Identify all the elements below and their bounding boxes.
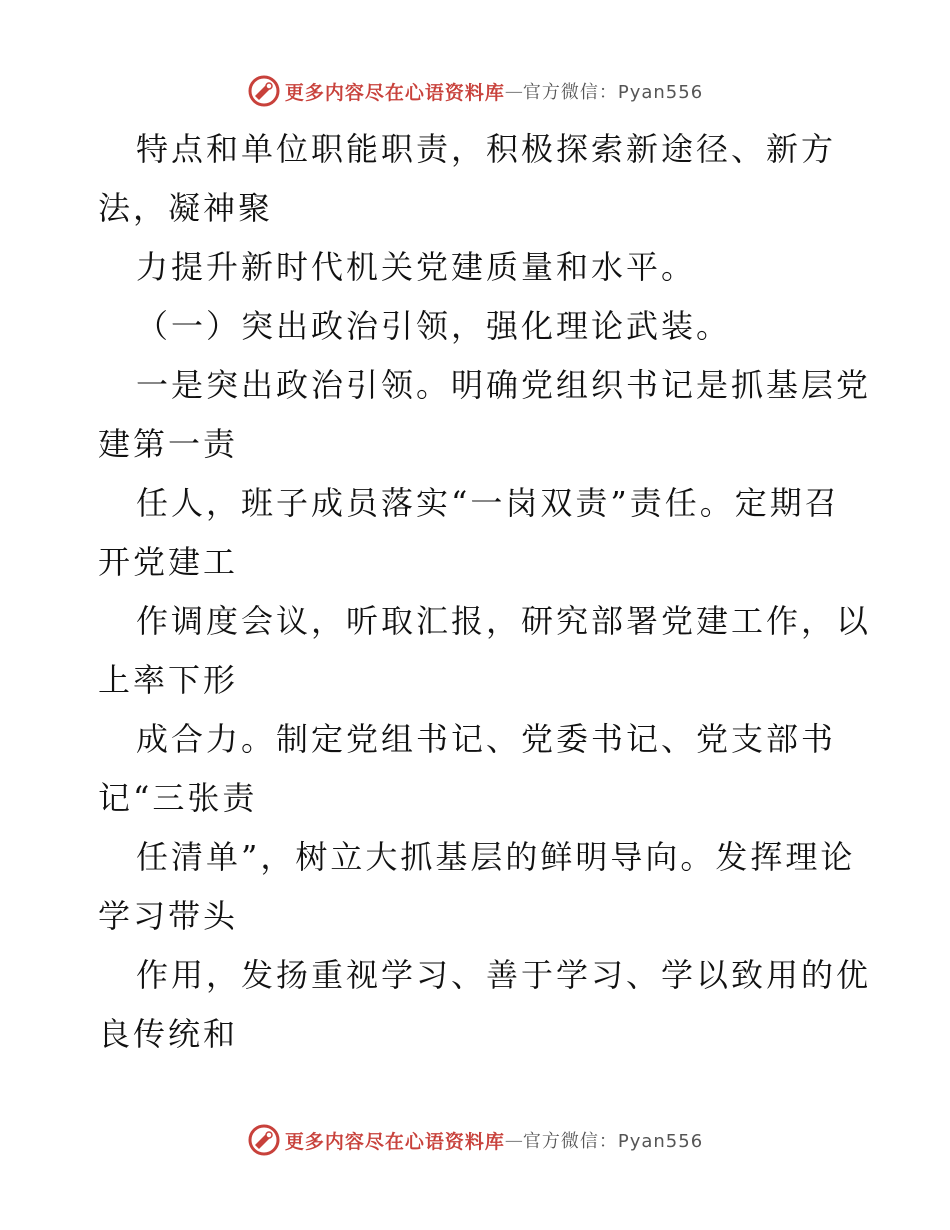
section-heading: （一）突出政治引领，强化理论武装。 <box>136 307 732 345</box>
watermark-contact: 官方微信：Pyan556 <box>522 1131 704 1152</box>
text-line: 良传统和 <box>98 1015 239 1053</box>
footer-watermark <box>0 1120 950 1160</box>
text-line: 作调度会议，听取汇报，研究部署党建工作，以 <box>136 602 872 640</box>
text-line: 学习带头 <box>98 897 239 935</box>
text-line: 任清单”，树立大抓基层的鲜明导向。发挥理论 <box>136 838 856 876</box>
text-line: 法，凝神聚 <box>98 189 274 227</box>
text-line: 上率下形 <box>98 661 239 699</box>
brand-logo-icon <box>247 1123 281 1157</box>
text-line: 记“三张责 <box>98 779 258 817</box>
document-body <box>98 120 872 1064</box>
header-watermark <box>0 71 950 111</box>
watermark-text: 更多内容尽在心语资料库 <box>284 1130 505 1153</box>
text-line: 力提升新时代机关党建质量和水平。 <box>136 248 697 286</box>
text-line: 开党建工 <box>98 543 239 581</box>
watermark-contact: 官方微信：Pyan556 <box>522 82 704 103</box>
text-line: 成合力。制定党组书记、党委书记、党支部书 <box>136 720 837 758</box>
text-line: 特点和单位职能职责，积极探索新途径、新方 <box>136 130 837 168</box>
text-line: 任人，班子成员落实“一岗双责”责任。定期召 <box>136 484 840 522</box>
text-line: 作用，发扬重视学习、善于学习、学以致用的优 <box>136 956 872 994</box>
watermark-separator: — <box>504 1129 523 1151</box>
brand-logo-icon <box>247 74 281 108</box>
text-line: 一是突出政治引领。明确党组织书记是抓基层党 <box>136 366 872 404</box>
text-line: 建第一责 <box>98 425 239 463</box>
watermark-separator: — <box>504 80 523 102</box>
watermark-text: 更多内容尽在心语资料库 <box>284 81 505 104</box>
